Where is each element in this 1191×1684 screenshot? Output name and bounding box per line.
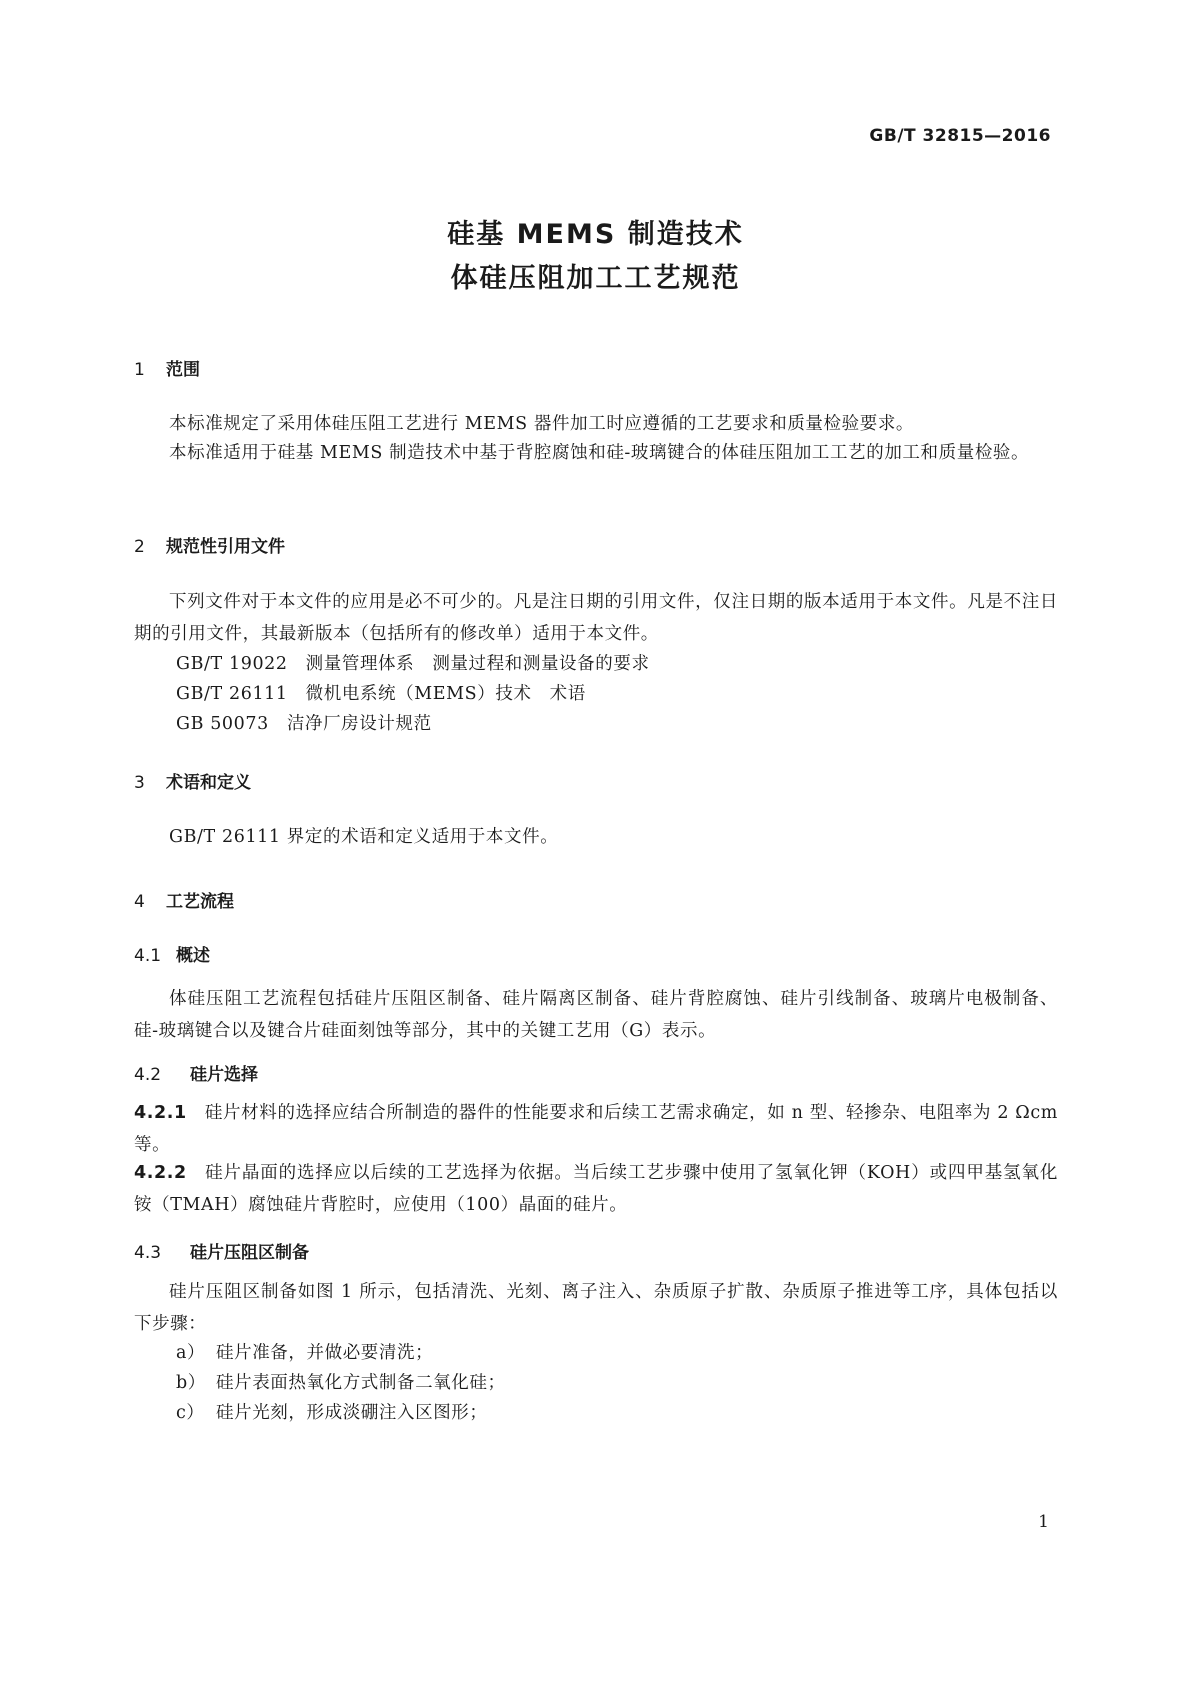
section-3-heading [134,768,251,793]
reference-item [176,710,432,735]
page-number: 1 [1038,1512,1049,1532]
section-title: 概述 [176,946,210,966]
section-number: 3 [134,773,145,793]
list-text: 硅片光刻，形成淡硼注入区图形； [216,1403,488,1423]
reference-code: GB/T 19022 [176,654,288,674]
clause-number: 4.2.2 [134,1163,187,1183]
list-text: 硅片表面热氧化方式制备二氧化硅； [216,1373,506,1393]
paragraph: 体硅压阻工艺流程包括硅片压阻区制备、硅片隔离区制备、硅片背腔腐蚀、硅片引线制备、玻璃片电极制备、硅-玻璃键合以及键合片硅面刻蚀等部分，其中的关键工艺用（G）表示。 [134,989,1058,1041]
section-4-3-heading [134,1238,309,1263]
section-title: 范围 [166,360,200,380]
section-4-2-heading [134,1060,258,1085]
list-marker: b） [176,1373,206,1393]
clause-4-2-2 [134,1157,1058,1221]
reference-title: 洁净厂房设计规范 [286,714,432,734]
section-4-1-heading [134,941,210,966]
section-1-heading [134,355,200,380]
section-title: 术语和定义 [166,773,251,793]
clause-text: 硅片晶面的选择应以后续的工艺选择为依据。当后续工艺步骤中使用了氢氧化钾（KOH）或四甲基氢氧化铵（TMAH）腐蚀硅片背腔时，应使用（100）晶面的硅片。 [134,1163,1058,1215]
list-item [176,1339,433,1364]
reference-code: GB 50073 [176,714,269,734]
list-marker: a） [176,1343,206,1363]
list-item [176,1399,488,1424]
document-title-line2: 体硅压阻加工工艺规范 [450,263,741,294]
section-title: 规范性引用文件 [166,537,285,557]
section-title: 硅片选择 [190,1065,258,1085]
section-2-heading [134,532,285,557]
section-number: 4.3 [134,1243,162,1263]
standard-code: GB/T 32815—2016 [869,126,1051,146]
list-text: 硅片准备，并做必要清洗； [216,1343,434,1363]
paragraph: 下列文件对于本文件的应用是必不可少的。凡是注日期的引用文件，仅注日期的版本适用于本文件。凡是不注日期的引用文件，其最新版本（包括所有的修改单）适用于本文件。 [134,592,1058,644]
section-number: 4 [134,892,145,912]
section-number: 1 [134,360,145,380]
section-number: 4.2 [134,1065,162,1085]
list-item [176,1369,506,1394]
reference-title: 微机电系统（MEMS）技术 术语 [305,684,586,704]
clause-number: 4.2.1 [134,1103,187,1123]
list-marker: c） [176,1403,205,1423]
section-number: 2 [134,537,145,557]
reference-code: GB/T 26111 [176,684,288,704]
reference-title: 测量管理体系 测量过程和测量设备的要求 [305,654,650,674]
reference-item [176,680,586,705]
paragraph: 硅片压阻区制备如图 1 所示，包括清洗、光刻、离子注入、杂质原子扩散、杂质原子推进等工序，具体包括以下步骤： [134,1282,1058,1334]
clause-text: 硅片材料的选择应结合所制造的器件的性能要求和后续工艺需求确定，如 n 型、轻掺杂、电阻率为 2 Ωcm 等。 [134,1103,1058,1155]
document-title-line1: 硅基 MEMS 制造技术 [447,219,744,250]
section-4-heading [134,887,234,912]
section-title: 工艺流程 [166,892,234,912]
section-number: 4.1 [134,946,162,966]
paragraph: 本标准规定了采用体硅压阻工艺进行 MEMS 器件加工时应遵循的工艺要求和质量检验要求。 [169,414,915,434]
section-title: 硅片压阻区制备 [190,1243,309,1263]
paragraph: GB/T 26111 界定的术语和定义适用于本文件。 [169,827,559,847]
clause-4-2-1 [134,1097,1058,1161]
paragraph: 本标准适用于硅基 MEMS 制造技术中基于背腔腐蚀和硅-玻璃键合的体硅压阻加工工艺的加工和质量检验。 [169,443,1030,463]
reference-item [176,650,650,675]
